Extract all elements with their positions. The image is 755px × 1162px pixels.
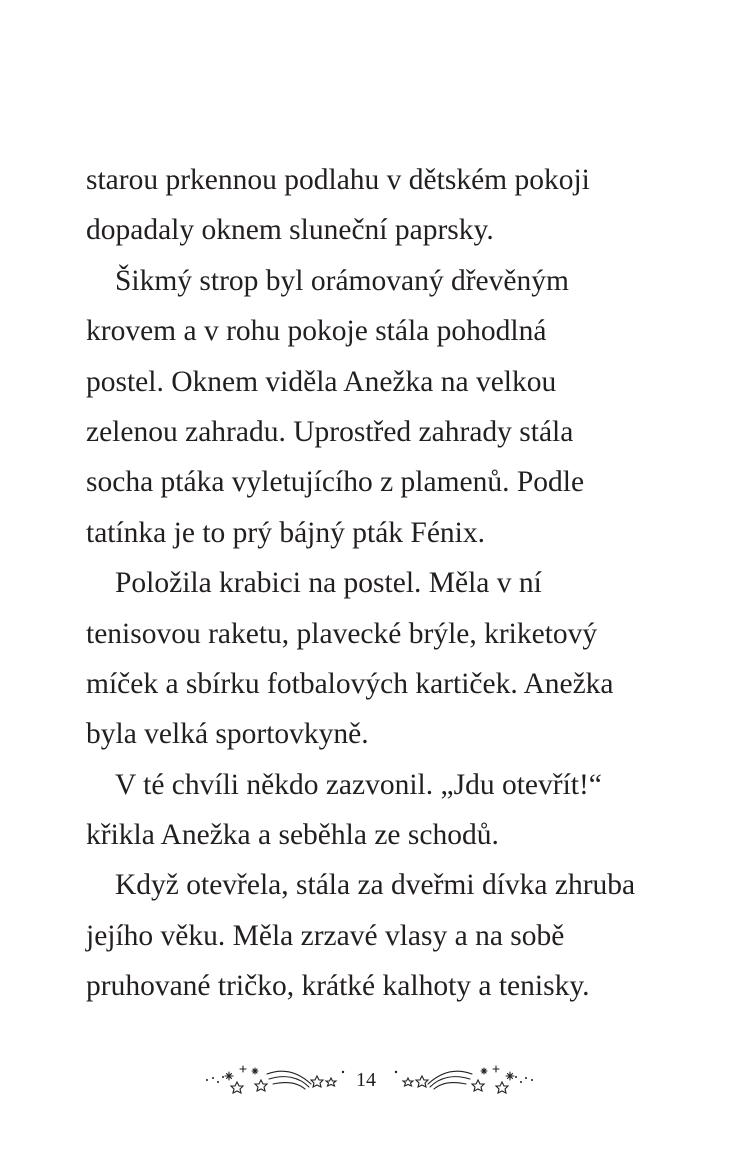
text-line: socha ptáka vyletujícího z plamenů. Podle xyxy=(86,466,585,499)
text-line: míček a sbírku fotbalových kartiček. Anežka xyxy=(86,667,614,700)
body-text xyxy=(86,155,686,1012)
text-line: Šikmý strop byl orámovaný dřevěným xyxy=(115,264,569,297)
page-footer xyxy=(0,1060,755,1096)
text-line: jejího věku. Měla zrzavé vlasy a na sobě xyxy=(86,919,565,952)
stars-swoosh-ornament-icon xyxy=(386,1062,536,1094)
text-line: dopadaly oknem sluneční paprsky. xyxy=(86,214,494,247)
text-line: starou prkennou podlahu v dětském pokoji xyxy=(86,164,590,196)
text-line: krovem a v rohu pokoje stála pohodlná xyxy=(86,315,547,348)
text-line: tenisovou raketu, plavecké brýle, kriketový xyxy=(86,617,598,650)
text-line: Když otevřela, stála za dveřmi dívka zhruba xyxy=(115,869,636,902)
text-line: pruhované tričko, krátké kalhoty a tenisky. xyxy=(86,970,590,1003)
text-line: Položila krabici na postel. Měla v ní xyxy=(115,567,542,600)
text-line: V té chvíli někdo zazvonil. „Jdu otevřít!“ xyxy=(115,768,602,801)
text-line: tatínka je to prý bájný pták Fénix. xyxy=(86,516,485,549)
text-line: křikla Anežka a seběhla ze schodů. xyxy=(86,819,499,852)
text-line: zelenou zahradu. Uprostřed zahrady stála xyxy=(86,415,574,448)
page-number: 14 xyxy=(356,1069,376,1091)
text-line: byla velká sportovkyně. xyxy=(86,718,369,751)
stars-swoosh-ornament-icon xyxy=(203,1062,353,1094)
text-line: postel. Oknem viděla Anežka na velkou xyxy=(86,365,557,398)
